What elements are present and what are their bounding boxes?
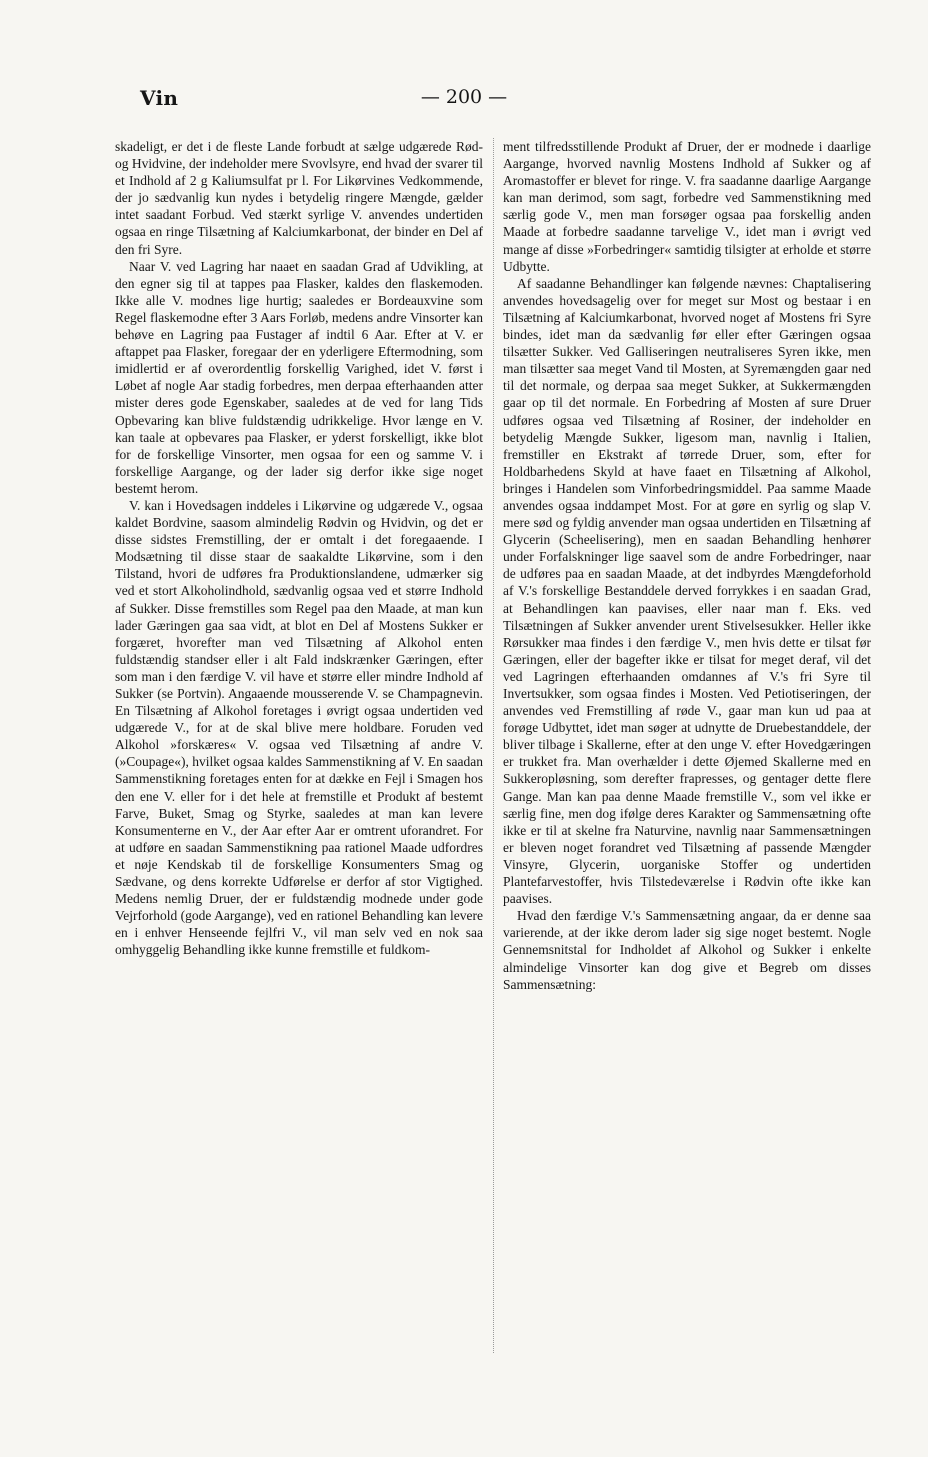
page-number: — 200 — bbox=[420, 86, 508, 108]
right-column bbox=[503, 138, 871, 993]
paragraph: Hvad den færdige V.'s Sammensætning angaar, da er denne saa varierende, at der ikke derom lader sig sige noget bestemt. Nogle Gennemsnitstal for Indholdet af Alkohol og Sukker i enkelte almindelige Vinsorter kan dog give et Begreb om disses Sammensætning: bbox=[503, 908, 871, 992]
paragraph: Naar V. ved Lagring har naaet en saadan Grad af Udvikling, at den egner sig til at tappes paa Flasker, kaldes den flaskemoden. Ikke alle V. modnes lige hurtig; saaledes er Bordeauxvine som Regel flaskemodne efter 3 Aars Forløb, medens andre Vinsorter kan behøve en Lagring paa Fustager af indtil 6 Aar. Efter at V. er aftappet paa Flasker, foregaar der en yderligere Eftermodning, som imidlertid er af overordentlig forskellig Varighed, idet V. først i Løbet af nogle Aar stadig forbedres, men derpaa efterhaanden atter mister deres gode Egenskaber, saaledes at de ved for lang Tids Opbevaring kan blive fuldstændig udrikkelige. Hvor længe en V. kan taale at opbevares paa Flasker, er yderst forskelligt, ikke blot for de forskellige Vinsorter, men ogsaa for een og samme V. i forskellige Aargange, og der lader sig derfor ikke sige noget bestemt herom. bbox=[115, 258, 483, 496]
paragraph: Af saadanne Behandlinger kan følgende nævnes: Chaptalisering anvendes hovedsagelig over for meget sur Most og bestaar i en Tilsætning af Kalciumkarbonat, hvorved noget af Mostens fri Syre bindes, idet man da sædvanlig før eller efter Gæringen ogsaa tilsætter Sukker. Ved Galliseringen neutraliseres Syren ikke, men man tilsætter saa meget Vand til Mosten, at Syremængden gaar ned til det normale, og derpaa saa meget Sukker, at Sukkermængden gaar op til det normale. En Forbedring af Mosten af sure Druer udføres ogsaa ved Tilsætning af Rosiner, der indeholder en betydelig Mængde Sukker, ligesom man, navnlig i Italien, fremstiller en Ekstrakt af tørrede Druer, som, efter for Holdbarhedens Skyld at have faaet en Tilsætning af Alkohol, bringes i Handelen som Vinforbedringsmiddel. Paa samme Maade anvendes ogsaa inddampet Most. For at gøre en syrlig og slap V. mere sød og fyldig anvender man ogsaa undertiden en Tilsætning af Glycerin (Scheelisering), men en saadan Behandling henhører under Forfalskninger lige saavel som de andre Forbedringer, naar de udføres paa en saadan Maade, at det indbyrdes Mængdeforhold af V.'s forskellige Bestanddele derved forrykkes i en saadan Grad, at Behandlingen kan paavises, eller naar man f. Eks. ved Tilsætningen af Sukker anvender urent Stivelsesukker. Heller ikke Rørsukker maa findes i den færdige V., men hvis dette er tilsat før Gæringen, eller der bagefter ikke er tilsat for meget deraf, vil det ved Lagringen efterhaanden omdannes af V.'s fri Syre til Invertsukker, som ogsaa findes i Mosten. Ved Petiotiseringen, der anvendes ved Fremstilling af røde V., gaar man kun ud paa at forøge Udbyttet, idet man søger at udnytte de Druebestanddele, der bliver tilbage i Skallerne, efter at den unge V. efter Hovedgæringen er trukket fra. Man overhælder i dette Øjemed Skallerne med en Sukkeropløsning, som derefter frapresses, og gentager dette flere Gange. Man kan paa denne Maade fremstille V., som vel ikke er særlig fine, men dog ifølge deres Karakter og Sammensætning ofte ikke er til at skelne fra Naturvine, navnlig naar Sammensætningen er bleven noget forandret ved Tilsætning af passende Mængder Vinsyre, Glycerin, uorganiske Stoffer og undertiden Plantefarvestoffer, hvis Tilstedeværelse i Rødvin ofte ikke kan paavises. bbox=[503, 275, 871, 907]
running-head: Vin bbox=[140, 86, 179, 110]
paragraph: ment tilfredsstillende Produkt af Druer, der er modnede i daarlige Aargange, hvorved navnlig Mostens Indhold af Sukker og af Aromastoffer er blevet for ringe. V. fra saadanne daarlige Aargange kan man derimod, som sagt, forbedre ved Sammenstikning med særlig gode V., men man forsøger ogsaa paa forskellig anden Maade at forbedre saadanne tarvelige V., idet man i øvrigt ved mange af disse »Forbedringer« samtidig tilsigter at erholde et større Udbytte. bbox=[503, 139, 871, 274]
page-header bbox=[0, 80, 928, 120]
column-divider bbox=[493, 138, 494, 1353]
left-column bbox=[115, 138, 483, 959]
paragraph: V. kan i Hovedsagen inddeles i Likørvine og udgærede V., ogsaa kaldet Bordvine, saasom almindelig Rødvin og Hvidvin, og det er disse sidstes Fremstilling, der er omtalt i det foregaaende. I Modsætning til disse staar de saakaldte Likørvine, som i den Tilstand, hvori de udføres fra Produktionslandene, udmærker sig ved et stort Alkoholindhold, sædvanlig ogsaa ved et større Indhold af Sukker. Disse fremstilles som Regel paa den Maade, at man kun lader Gæringen gaa saa vidt, at blot en Del af Mostens Sukker er forgæret, hvorefter man ved Tilsætning af Alkohol enten fuldstændig standser eller i alt Fald indskrænker Gæringen, efter som man i den færdige V. vil have et større eller mindre Indhold af Sukker (se Portvin). Angaaende mousserende V. se Champagnevin. En Tilsætning af Alkohol foretages i øvrigt ogsaa undertiden ved udgærede V., for at de skal blive mere holdbare. Foruden ved Alkohol »forskæres« V. ogsaa ved Tilsætning af andre V. (»Coupage«), hvilket ogsaa kaldes Sammenstikning af V. En saadan Sammenstikning foretages enten for at dække en Fejl i Smagen hos den ene V. eller for i det hele at fremstille et Produkt af bestemt Farve, Buket, Smag og Styrke, saaledes at man kan levere Konsumenterne en V., der Aar efter Aar er omtrent uforandret. For at udføre en saadan Sammenstikning paa rationel Maade udfordres et nøje Kendskab til de forskellige Konsumenters Smag og Sædvane, og dens korrekte Udførelse er derfor af stor Vigtighed. Medens nemlig Druer, der er fuldstændig modnede under gode Vejrforhold (gode Aargange), ved en rationel Behandling kan levere en i enhver Henseende fejlfri V., vil man selv ved en nok saa omhyggelig Behandling ikke kunne fremstille et fuldkom- bbox=[115, 497, 483, 958]
paragraph: skadeligt, er det i de fleste Lande forbudt at sælge udgærede Rød- og Hvidvine, der indeholder mere Svovlsyre, end hvad der svarer til et Indhold af 2 g Kaliumsulfat pr l. For Likørvines Vedkommende, der jo sædvanlig kun nydes i betydelig ringere Mængde, gælder intet saadant Forbud. Ved stærkt syrlige V. anvendes undertiden ogsaa en ringe Tilsætning af Kalciumkarbonat, der binder en Del af den fri Syre. bbox=[115, 139, 483, 257]
